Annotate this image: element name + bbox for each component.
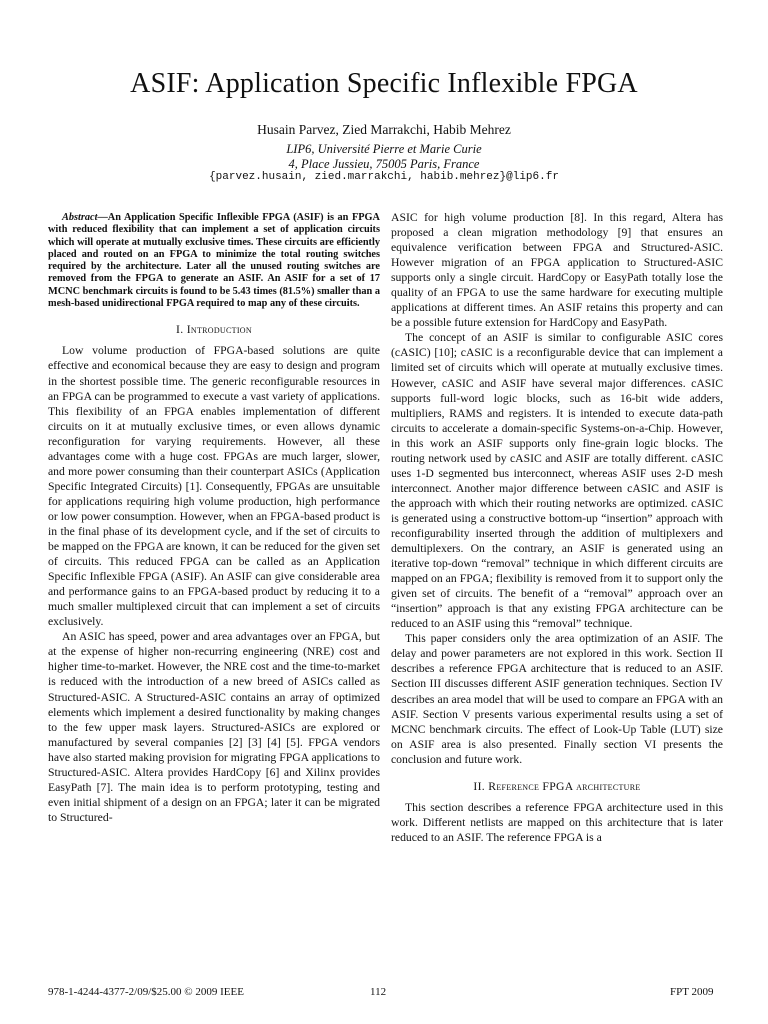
paper-title: ASIF: Application Specific Inflexible FPGA	[130, 68, 638, 99]
left-column	[48, 210, 380, 825]
author-emails: {parvez.husain, zied.marrakchi, habib.mehrez}@lip6.fr	[209, 171, 559, 183]
section-title: Introduction	[186, 323, 252, 337]
abstract-label: Abstract	[62, 212, 98, 223]
section-number: II.	[473, 779, 489, 793]
paragraph: This paper considers only the area optimization of an ASIF. The delay and power parameters are not explored in this work. Section II describes a reference FPGA architecture that is reduced to an ASIF. Section III discusses different ASIF generation techniques. Section IV describes an area model that will be used to compare an FPGA with an ASIF. Section V presents various experimental results using a set of MCNC benchmark circuits. The effect of Look-Up Table (LUT) size on ASIF area is also presented. Finally section VI presents the conclusion and future work.	[391, 632, 723, 766]
paragraph: The concept of an ASIF is similar to configurable ASIC cores (cASIC) [10]; cASIC is a reconfigurable device that can implement a limited set of circuits which will operate at mutually exclusive times. However, cASIC and ASIF have several major differences. cASIC supports full-word logic blocks, such as 16-bit wide adders, multipliers, RAMS and registers. It is intended to execute data-path circuits to accelerate a domain-specific Systems-on-a-Chip. However, in this work an ASIF supports only fine-grain logic blocks. The routing network used by cASIC and ASIF are totally different. cASIC uses 1-D segmented bus interconnect, whereas ASIF uses 2-D mesh interconnect. Another major difference between cASIC and ASIF is the approach with which their routing networks are optimized. cASIC is generated using a constructive bottom-up “insertion” approach with reconfigurability inserted through the addition of multiplexers and demultiplexers. On the contrary, an ASIF is generated using an iterative top-down “removal” technique in which different circuits are mapped on an FPGA; flexibility is removed from it to support only the given set of circuits. The benefit of a “removal” approach over an “insertion” approach is that any existing FPGA architecture can be reduced to an ASIF using this “removal” technique.	[391, 331, 723, 631]
section-number: I.	[176, 323, 187, 337]
section-heading-introduction	[48, 322, 380, 337]
paragraph: An ASIC has speed, power and area advantages over an FPGA, but at the expense of higher non-recurring engineering (NRE) cost and higher time-to-market. However, the NRE cost and the time-to-market is reduced with the introduction of a new breed of ASICs called as Structured-ASIC. A Structured-ASIC contains an array of optimized elements which implement a desired functionality by making changes to the few upper mask layers. Structured-ASICs are explored or manufactured by several companies [2] [3] [4] [5]. FPGA vendors have also started making provision for migrating FPGA applications to Structured-ASIC. Altera provides HardCopy [6] and Xilinx provides EasyPath [7]. The main idea is to perform prototyping, testing and even initial shipment of a design on an FPGA; later it can be migrated to Structured-	[48, 630, 380, 824]
abstract-text: —An Application Specific Inflexible FPGA (ASIF) is an FPGA with reduced flexibility that can implement a set of application circuits which will operate at mutually exclusive times. These circuits are efficiently placed and routed on an FPGA to minimize the total routing switches required by the architecture. Later all the unused routing switches are removed from the FPGA to generate an ASIF. An ASIF for a set of 17 MCNC benchmark circuits is found to be 5.43 times (81.5%) smaller than a mesh-based unidirectional FPGA required to map any of these circuits.	[48, 212, 380, 310]
right-column	[391, 210, 723, 845]
abstract	[48, 212, 380, 310]
affiliation-line-2: 4, Place Jussieu, 75005 Paris, France	[288, 157, 480, 171]
page-number: 112	[370, 986, 387, 998]
authors: Husain Parvez, Zied Marrakchi, Habib Mehrez	[257, 122, 511, 137]
paragraph: This section describes a reference FPGA architecture used in this work. Different netlists are mapped on this architecture that is later reduced to an ASIF. The reference FPGA is a	[391, 800, 723, 844]
section-title: Reference FPGA architecture	[488, 779, 641, 793]
paragraph: Low volume production of FPGA-based solutions are quite effective and economical because they are easy to design and program in the shortest possible time. The generic reconfigurable resources in an FPGA can be programmed to execute a vast variety of applications. This flexibility of an FPGA enables implementation of different circuits on it at mutually exclusive times, or even allows dynamic reconfiguration for varying requirements. However, all these advantages come with a huge cost. FPGAs are much larger, slower, and more power consuming than their counterpart ASICs (Application Specific Integrated Circuits) [1]. Consequently, FPGAs are unsuitable for applications requiring high volume production, high performance or low power consumption. However, when an FPGA-based product is in the final phase of its development cycle, and if the set of circuits to be mapped on the FPGA are known, it can be reduced for the given set of circuits. This reduced FPGA can be called as an Application Specific Inflexible FPGA (ASIF). An ASIF can give considerable area and performance gains to an FPGA-based product by reducing it to a much smaller multiplexed circuit that can implement a set of circuits exclusively.	[48, 344, 380, 629]
section-heading-reference-fpga	[391, 779, 723, 794]
affiliation-line-1: LIP6, Université Pierre et Marie Curie	[286, 142, 482, 156]
paragraph: ASIC for high volume production [8]. In this regard, Altera has proposed a clean migration methodology [9] that ensures an equivalence verification between FPGA and Structured-ASIC. However migration of an FPGA application to Structured-ASIC supports only a single circuit. HardCopy or EasyPath totally lose the quality of an FPGA to use the same hardware for executing multiple applications at different times. An ASIF retains this property and can be a possible future extension for HardCopy and EasyPath.	[391, 211, 723, 330]
footer-copyright: 978-1-4244-4377-2/09/$25.00 © 2009 IEEE	[48, 986, 244, 998]
footer-conference: FPT 2009	[670, 986, 714, 998]
